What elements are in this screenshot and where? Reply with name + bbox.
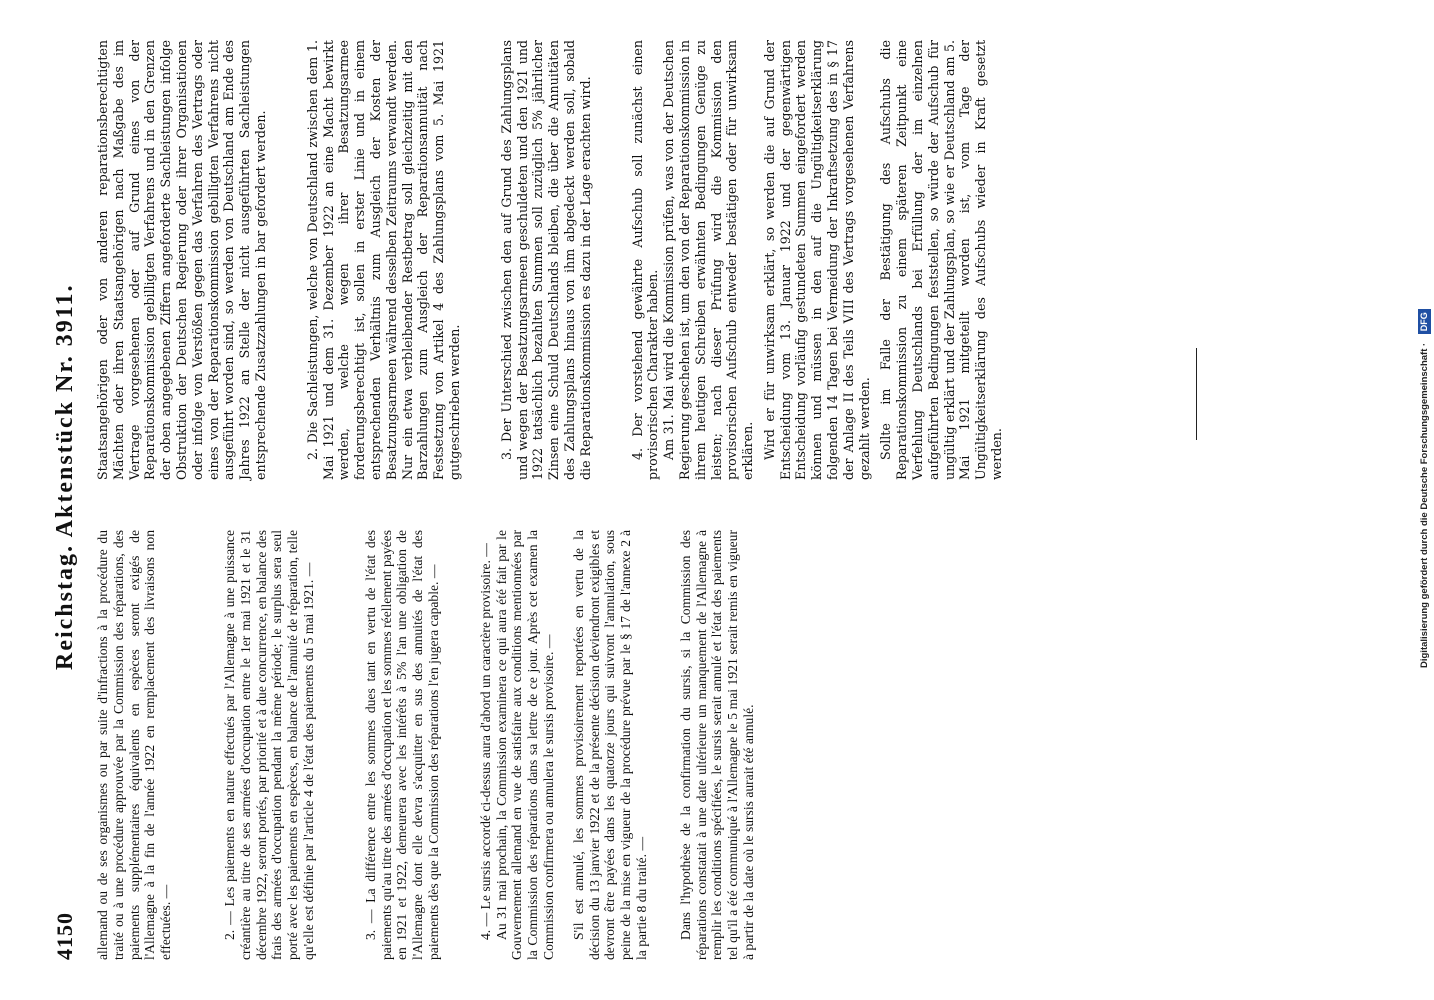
de-paragraph-7: Sollte im Falle der Bestätigung des Aufschubs die Reparationskommission zu einem späteren Zeitpunkt eine Verfehlung Deutschlands bei Erfüllung der im einzelnen aufgeführten Bedingungen feststellen, so würde der Aufschub für ungültig erklärt und der Zahlungsplan, so wie er Deutschland am 5. Mai 1921 mitgeteilt worden ist, vom Tage der Ungültigkeitserklärung des Aufschubs wieder in Kraft gesetzt werden. xyxy=(878,40,1005,480)
dfg-logo: DFG xyxy=(1418,309,1431,334)
de-paragraph-intro: Staatsangehörigen oder von anderen reparationsberechtigten Mächten oder ihren Staatsangehörigen nach Maßgabe des im Vertrage vorgesehenen oder auf Grund eines von der Reparationskommission gebilligten Verfahrens und in den Grenzen der oben angegebenen Ziffern angeforderte Sachleistungen infolge Obstruktion der Deutschen Regierung oder ihrer Organisationen oder infolge von Verstößen gegen das Verfahren des Vertrags oder eines von der Reparationskommission gebilligten Verfahrens nicht ausgeführt worden sind, so werden von Deutschland am Ende des Jahres 1922 an Stelle der nicht ausgeführten Sachleistungen entsprechende Zusatzzahlungen in bar gefordert werden. xyxy=(95,40,268,480)
fr-paragraph-4: 4. — Le sursis accordé ci-dessus aura d'abord un caractère provisoire. — xyxy=(477,543,493,940)
de-paragraph-2: 2. Die Sachleistungen, welche von Deutschland zwischen dem 1. Mai 1921 und dem 31. Dezember 1922 an eine Macht bewirkt werden, welche wegen ihrer Besatzungsarmee forderungsberechtigt ist, sollen in erster Linie und in einem entsprechenden Verhältnis zum Ausgleich der Kosten der Besatzungsarmeen während desselben Zeitraums verwandt werden. Nur ein etwa verbleibender Restbetrag soll gleichzeitig mit den Barzahlungen zum Ausgleich der Reparationsannuität nach Festsetzung von Artikel 4 des Zahlungsplans vom 5. Mai 1921 gutgeschrieben werden. xyxy=(304,40,462,480)
page-title: Reichstag. Aktenstück Nr. 3911. xyxy=(52,283,78,670)
de-paragraph-4: 4. Der vorstehend gewährte Aufschub soll zunächst einen provisorischen Charakter haben. xyxy=(629,40,661,480)
fr-paragraph-2: 2. — Les paiements en nature effectués par l'Allemagne à une puissance créantière au titre de ses armées d'occupation entre le 1er mai 1921 et le 31 décembre 1922, seront portés, par priorité et à due concurrence, en balance des frais des armées d'occupation pendant la même période; le surplus sera seul porté avec les paiements en espèces, en balance de l'annuité de réparation, telle qu'elle est définie par l'article 4 de l'état des paiements du 5 mai 1921. — xyxy=(221,530,316,960)
fr-paragraph-intro: allemand ou de ses organismes ou par suite d'infractions à la procédure du traité ou à une procédure approuvée par la Commission des réparations, des paiements supplémentaires équivalents en espèces seront exigés de l'Allemagne à la fin de l'année 1922 en remplacement des livraisons non effectuées. — xyxy=(95,530,174,960)
page-number: 4150 xyxy=(52,912,77,960)
de-paragraph-5: Am 31. Mai wird die Kommission prüfen, was von der Deutschen Regierung geschehen ist, um den von der Reparationskommission in ihrem heutigen Schreiben erwähnten Bedingungen Genüge zu leisten; nach dieser Prüfung wird die Kommission den provisorischen Aufschub entweder bestätigen oder für unwirksam erklären. xyxy=(661,40,756,480)
fr-paragraph-5: Au 31 mai prochain, la Commission examinera ce qui aura été fait par le Gouvernement allemand en vue de satisfaire aux conditions mentionnées par la Commission des réparations dans sa lettre de ce jour. Après cet examen la Commission confirmera ou annulera le sursis provisoire. — xyxy=(493,530,556,960)
french-column xyxy=(95,530,757,960)
fr-paragraph-6: S'il est annulé, les sommes provisoirement reportées en vertu de la décision du 13 janvier 1922 et de la présente décision deviendront exigibles et devront être payées dans les quatorze jours qui suivront l'annulation, sous peine de la mise en vigueur de la procédure prévue par le § 17 de l'annexe 2 à la partie 8 du traité. — xyxy=(570,530,649,960)
digitization-note-text: Digitalisierung gefördert durch die Deutsche Forschungsgemeinschaft · xyxy=(1419,342,1430,668)
digitization-note xyxy=(1418,8,1432,998)
german-column xyxy=(95,40,1005,480)
de-paragraph-3: 3. Der Unterschied zwischen den auf Grund des Zahlungsplans und wegen der Besatzungsarmeen geschuldeten und den 1921 und 1922 tatsächlich bezahlten Summen soll zuzüglich 5% jährlicher Zinsen eine Schuld Deutschlands bleiben, die über die Annuitäten des Zahlungsplans hinaus von ihm abgedeckt werden soll, sobald die Reparationskommission es dazu in der Lage erachten wird. xyxy=(498,40,593,480)
fr-paragraph-3: 3. — La différence entre les sommes dues tant en vertu de l'état des paiements qu'au titre des armées d'occupation et les sommes réellement payées en 1921 et 1922, demeurera avec les intérêts à 5% l'an une obligation de l'Allemagne dont elle devra s'acquitter en sus des annuités de l'état des paiements dès que la Commission des réparations l'en jugera capable. — xyxy=(362,530,441,960)
end-rule xyxy=(1196,348,1197,440)
de-paragraph-6: Wird er für unwirksam erklärt, so werden die auf Grund der Entscheidung vom 13. Januar 1922 und der gegenwärtigen Entscheidung vorläufig gestundeten Summen eingefordert werden können und müssen in den auf die Ungültigkeitserklärung folgenden 14 Tagen bei Vermeidung der Inkraftsetzung des in § 17 der Anlage II des Teils VIII des Vertrags vorgesehenen Verfahrens gezahlt werden. xyxy=(761,40,872,480)
page-header xyxy=(52,40,82,960)
fr-paragraph-7: Dans l'hypothèse de la confirmation du sursis, si la Commission des réparations constatait à une date ultérieure un manquement de l'Allemagne à remplir les conditions spécifiées, le sursis serait annulé et l'état des paiements tel qu'il a été communiqué à l'Allemagne le 5 mai 1921 serait remis en vigueur à partir de la date où le sursis aurait été annulé. xyxy=(677,530,756,960)
